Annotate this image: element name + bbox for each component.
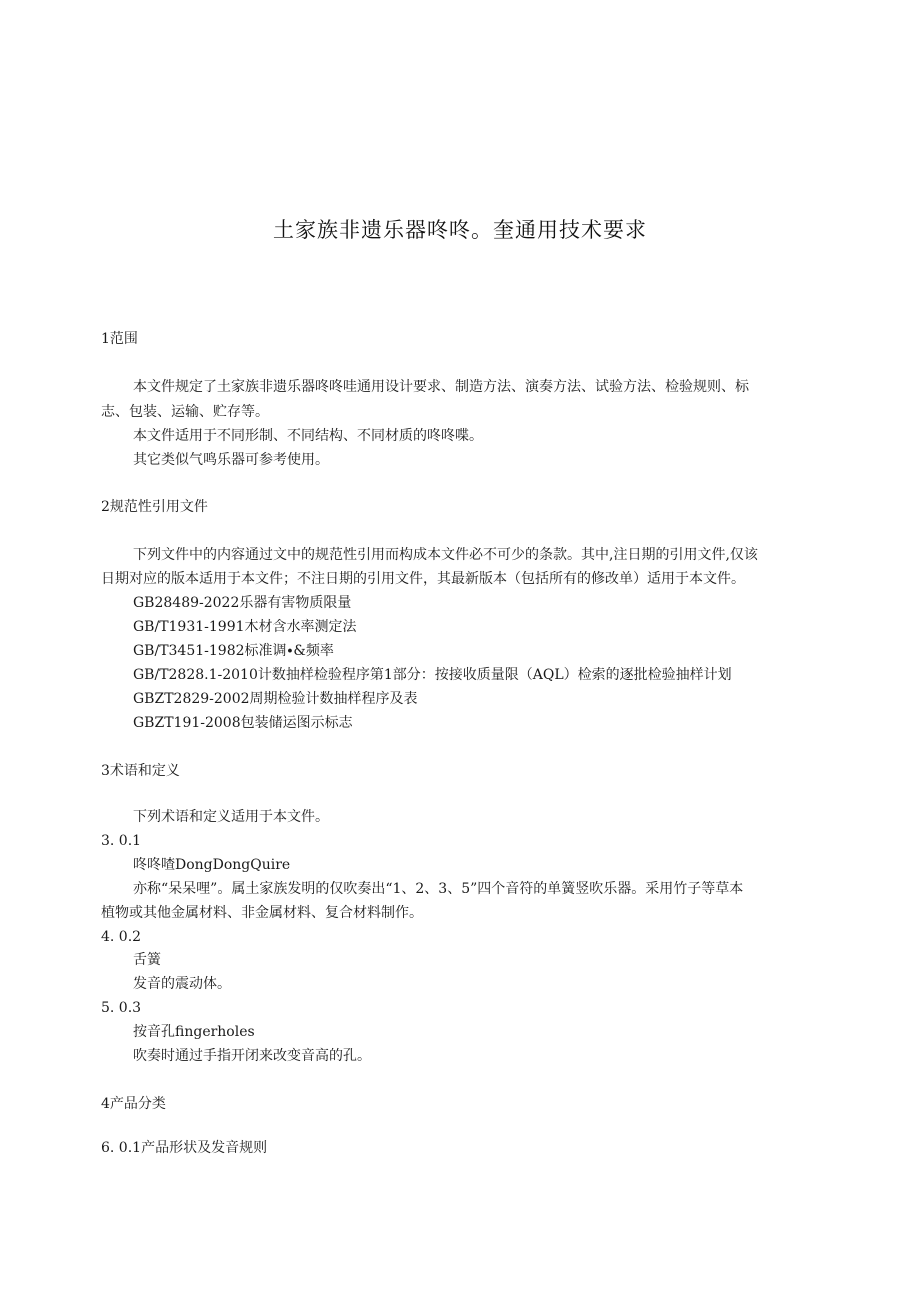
normative-intro-line-2: 日期对应的版本适用于本文件；不注日期的引用文件，其最新版本（包括所有的修改单）适用于本文件。 [101, 571, 745, 587]
scope-paragraph-1-line-2: 志、包装、运输、贮存等。 [101, 404, 269, 420]
reference-item: GB/T2828.1-2010计数抽样检验程序第1部分：按接收质量限（AQL）检索的逐批检验抽样计划 [133, 667, 732, 683]
term-number: 4. 0.2 [101, 929, 142, 945]
reference-item: GBZT2829-2002周期检验计数抽样程序及表 [133, 691, 418, 707]
normative-intro-line-1: 下列文件中的内容通过文中的规范性引用而构成本文件必不可少的条款。其中,注日期的引用文件,仅该 [133, 547, 758, 563]
term-name: 咚咚喳DongDongQuire [133, 857, 291, 873]
document-title: 土家族非遗乐器咚咚。奎通用技术要求 [273, 218, 647, 242]
reference-item: GBZT191-2008包装储运图示标志 [133, 715, 353, 731]
term-number: 5. 0.3 [101, 1000, 142, 1016]
scope-paragraph-1-line-1: 本文件规定了土家族非遗乐器咚咚哇通用设计要求、制造方法、演奏方法、试验方法、检验规则、标 [133, 379, 749, 395]
reference-item: GB/T3451-1982标准调∙&频率 [133, 643, 334, 659]
term-name: 按音孔fingerholes [133, 1024, 255, 1040]
term-definition: 吹奏时通过手指开闭来改变音高的孔。 [133, 1048, 371, 1064]
reference-item: GB/T1931-1991木材含水率测定法 [133, 619, 357, 635]
term-name: 舌簧 [133, 952, 161, 968]
section-heading-classification: 4产品分类 [101, 1096, 166, 1112]
scope-paragraph-2: 本文件适用于不同形制、不同结构、不同材质的咚咚喋。 [133, 428, 483, 444]
section-heading-terms: 3术语和定义 [101, 763, 180, 779]
term-definition-line-1: 亦称“呆呆哩”。属土家族发明的仅吹奏出“1、2、3、5”四个音符的单簧竖吹乐器。采用竹子等草本 [133, 881, 744, 897]
scope-paragraph-3: 其它类似气鸣乐器可参考使用。 [133, 452, 329, 468]
term-definition-line-2: 植物或其他金属材料、非金属材料、复合材料制作。 [101, 905, 423, 921]
section-heading-scope: 1范围 [101, 331, 138, 347]
reference-item: GB28489-2022乐器有害物质限量 [133, 595, 352, 611]
section-heading-normative-references: 2规范性引用文件 [101, 499, 208, 515]
term-number: 3. 0.1 [101, 833, 142, 849]
term-definition: 发音的震动体。 [133, 976, 231, 992]
terms-intro: 下列术语和定义适用于本文件。 [133, 809, 329, 825]
subsection-heading: 6. 0.1产品形状及发音规则 [101, 1140, 268, 1156]
